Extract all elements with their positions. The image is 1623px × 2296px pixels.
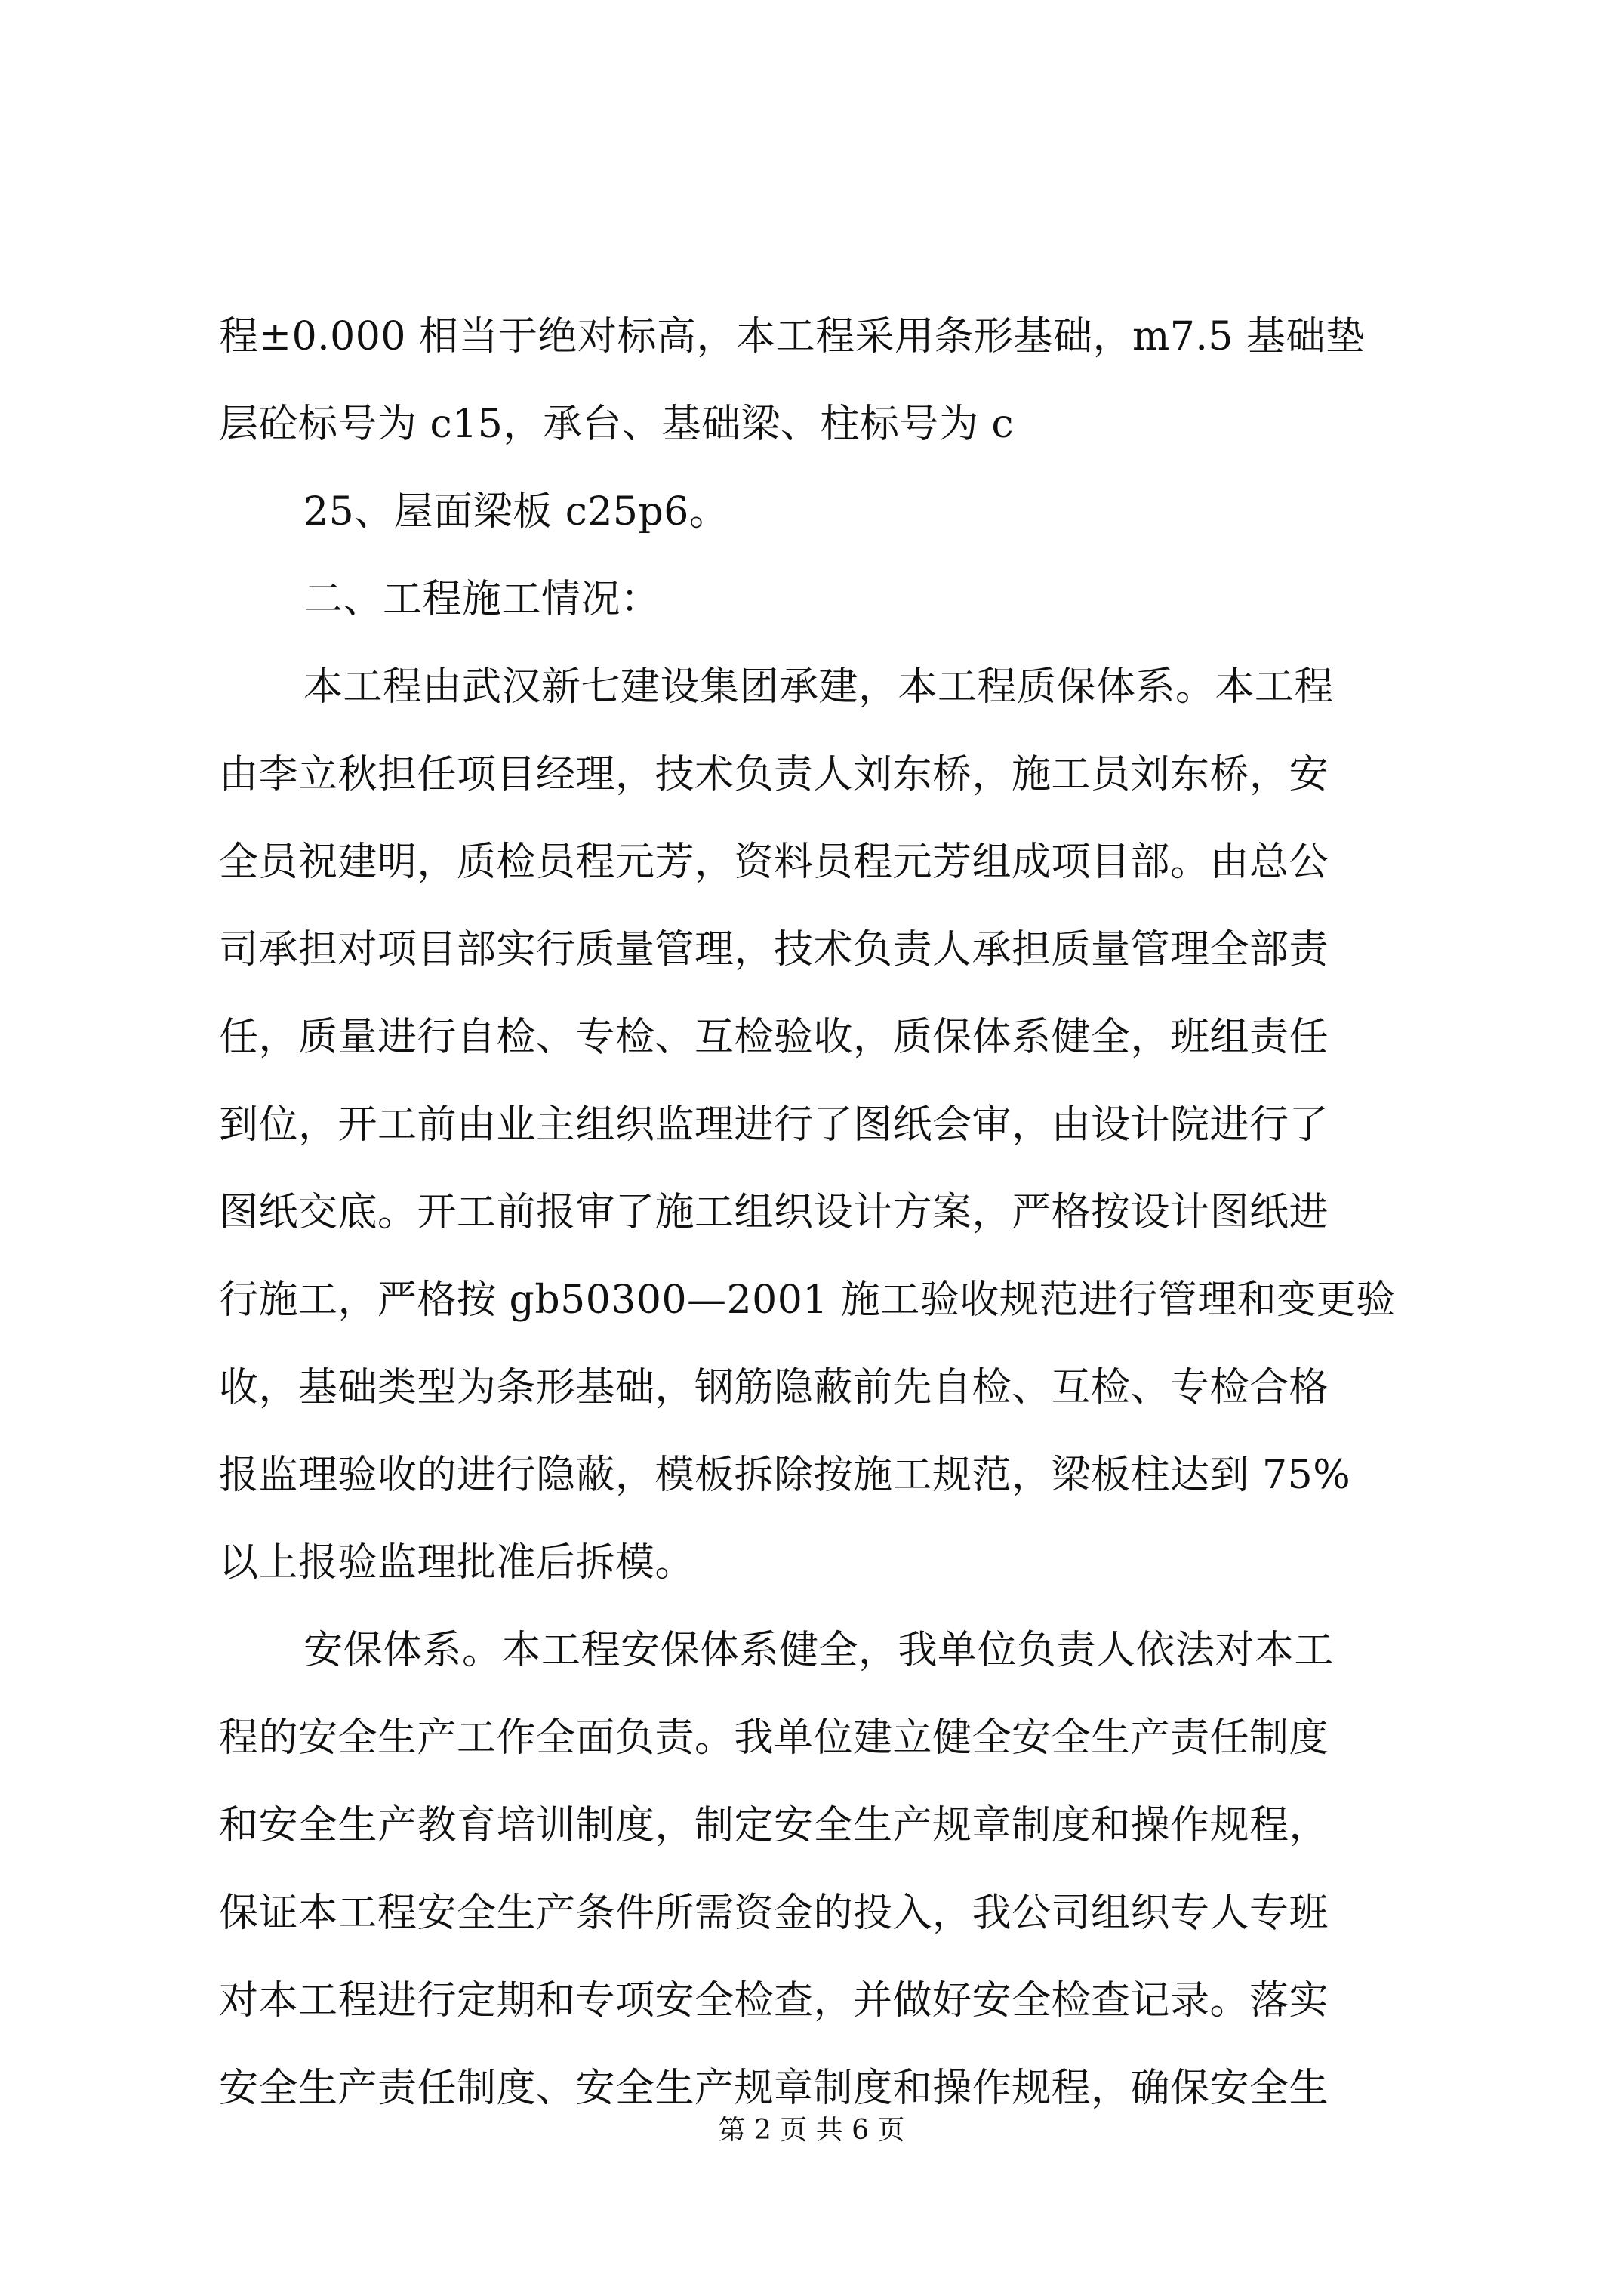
body-text-line: 到位，开工前由业主组织监理进行了图纸会审，由设计院进行了 — [219, 1102, 1329, 1148]
body-text-line: 任，质量进行自检、专检、互检验收，质保体系健全，班组责任 — [219, 1015, 1329, 1060]
body-text-line: 和安全生产教育培训制度，制定安全生产规章制度和操作规程， — [219, 1803, 1329, 1848]
body-text-line: 图纸交底。开工前报审了施工组织设计方案，严格按设计图纸进 — [219, 1190, 1329, 1235]
body-text-line: 收，基础类型为条形基础，钢筋隐蔽前先自检、互检、专检合格 — [219, 1365, 1329, 1410]
body-text-line: 由李立秋担任项目经理，技术负责人刘东桥，施工员刘东桥，安 — [219, 752, 1329, 797]
page-number-footer: 第 2 页 共 6 页 — [718, 2115, 905, 2146]
body-text-line: 报监理验收的进行隐蔽，模板拆除按施工规范，梁板柱达到 75% — [219, 1453, 1351, 1498]
body-text-line: 司承担对项目部实行质量管理，技术负责人承担质量管理全部责 — [219, 927, 1329, 972]
body-text-line: 层砼标号为 c15，承台、基础梁、柱标号为 c — [219, 402, 1014, 447]
paragraph-start-line: 本工程由武汉新七建设集团承建，本工程质保体系。本工程 — [303, 664, 1335, 710]
body-text-line: 程的安全生产工作全面负责。我单位建立健全安全生产责任制度 — [219, 1715, 1329, 1761]
body-text-line: 25、屋面梁板 c25p6。 — [303, 489, 729, 535]
body-text-line: 安全生产责任制度、安全生产规章制度和操作规程，确保安全生 — [219, 2066, 1329, 2111]
document-body — [219, 293, 1418, 2132]
paragraph-start-line: 安保体系。本工程安保体系健全，我单位负责人依法对本工 — [303, 1628, 1335, 1673]
body-text-line: 保证本工程安全生产条件所需资金的投入，我公司组织专人专班 — [219, 1891, 1329, 1936]
body-text-line: 全员祝建明，质检员程元芳，资料员程元芳组成项目部。由总公 — [219, 840, 1329, 885]
body-text-line: 以上报验监理批准后拆模。 — [219, 1540, 695, 1586]
body-text-line: 行施工，严格按 gb50300—2001 施工验收规范进行管理和变更验 — [219, 1277, 1396, 1323]
body-text-line: 程±0.000 相当于绝对标高，本工程采用条形基础，m7.5 基础垫 — [219, 314, 1366, 359]
body-text-line: 对本工程进行定期和专项安全检查，并做好安全检查记录。落实 — [219, 1978, 1329, 2023]
section-heading: 二、工程施工情况： — [303, 577, 661, 622]
